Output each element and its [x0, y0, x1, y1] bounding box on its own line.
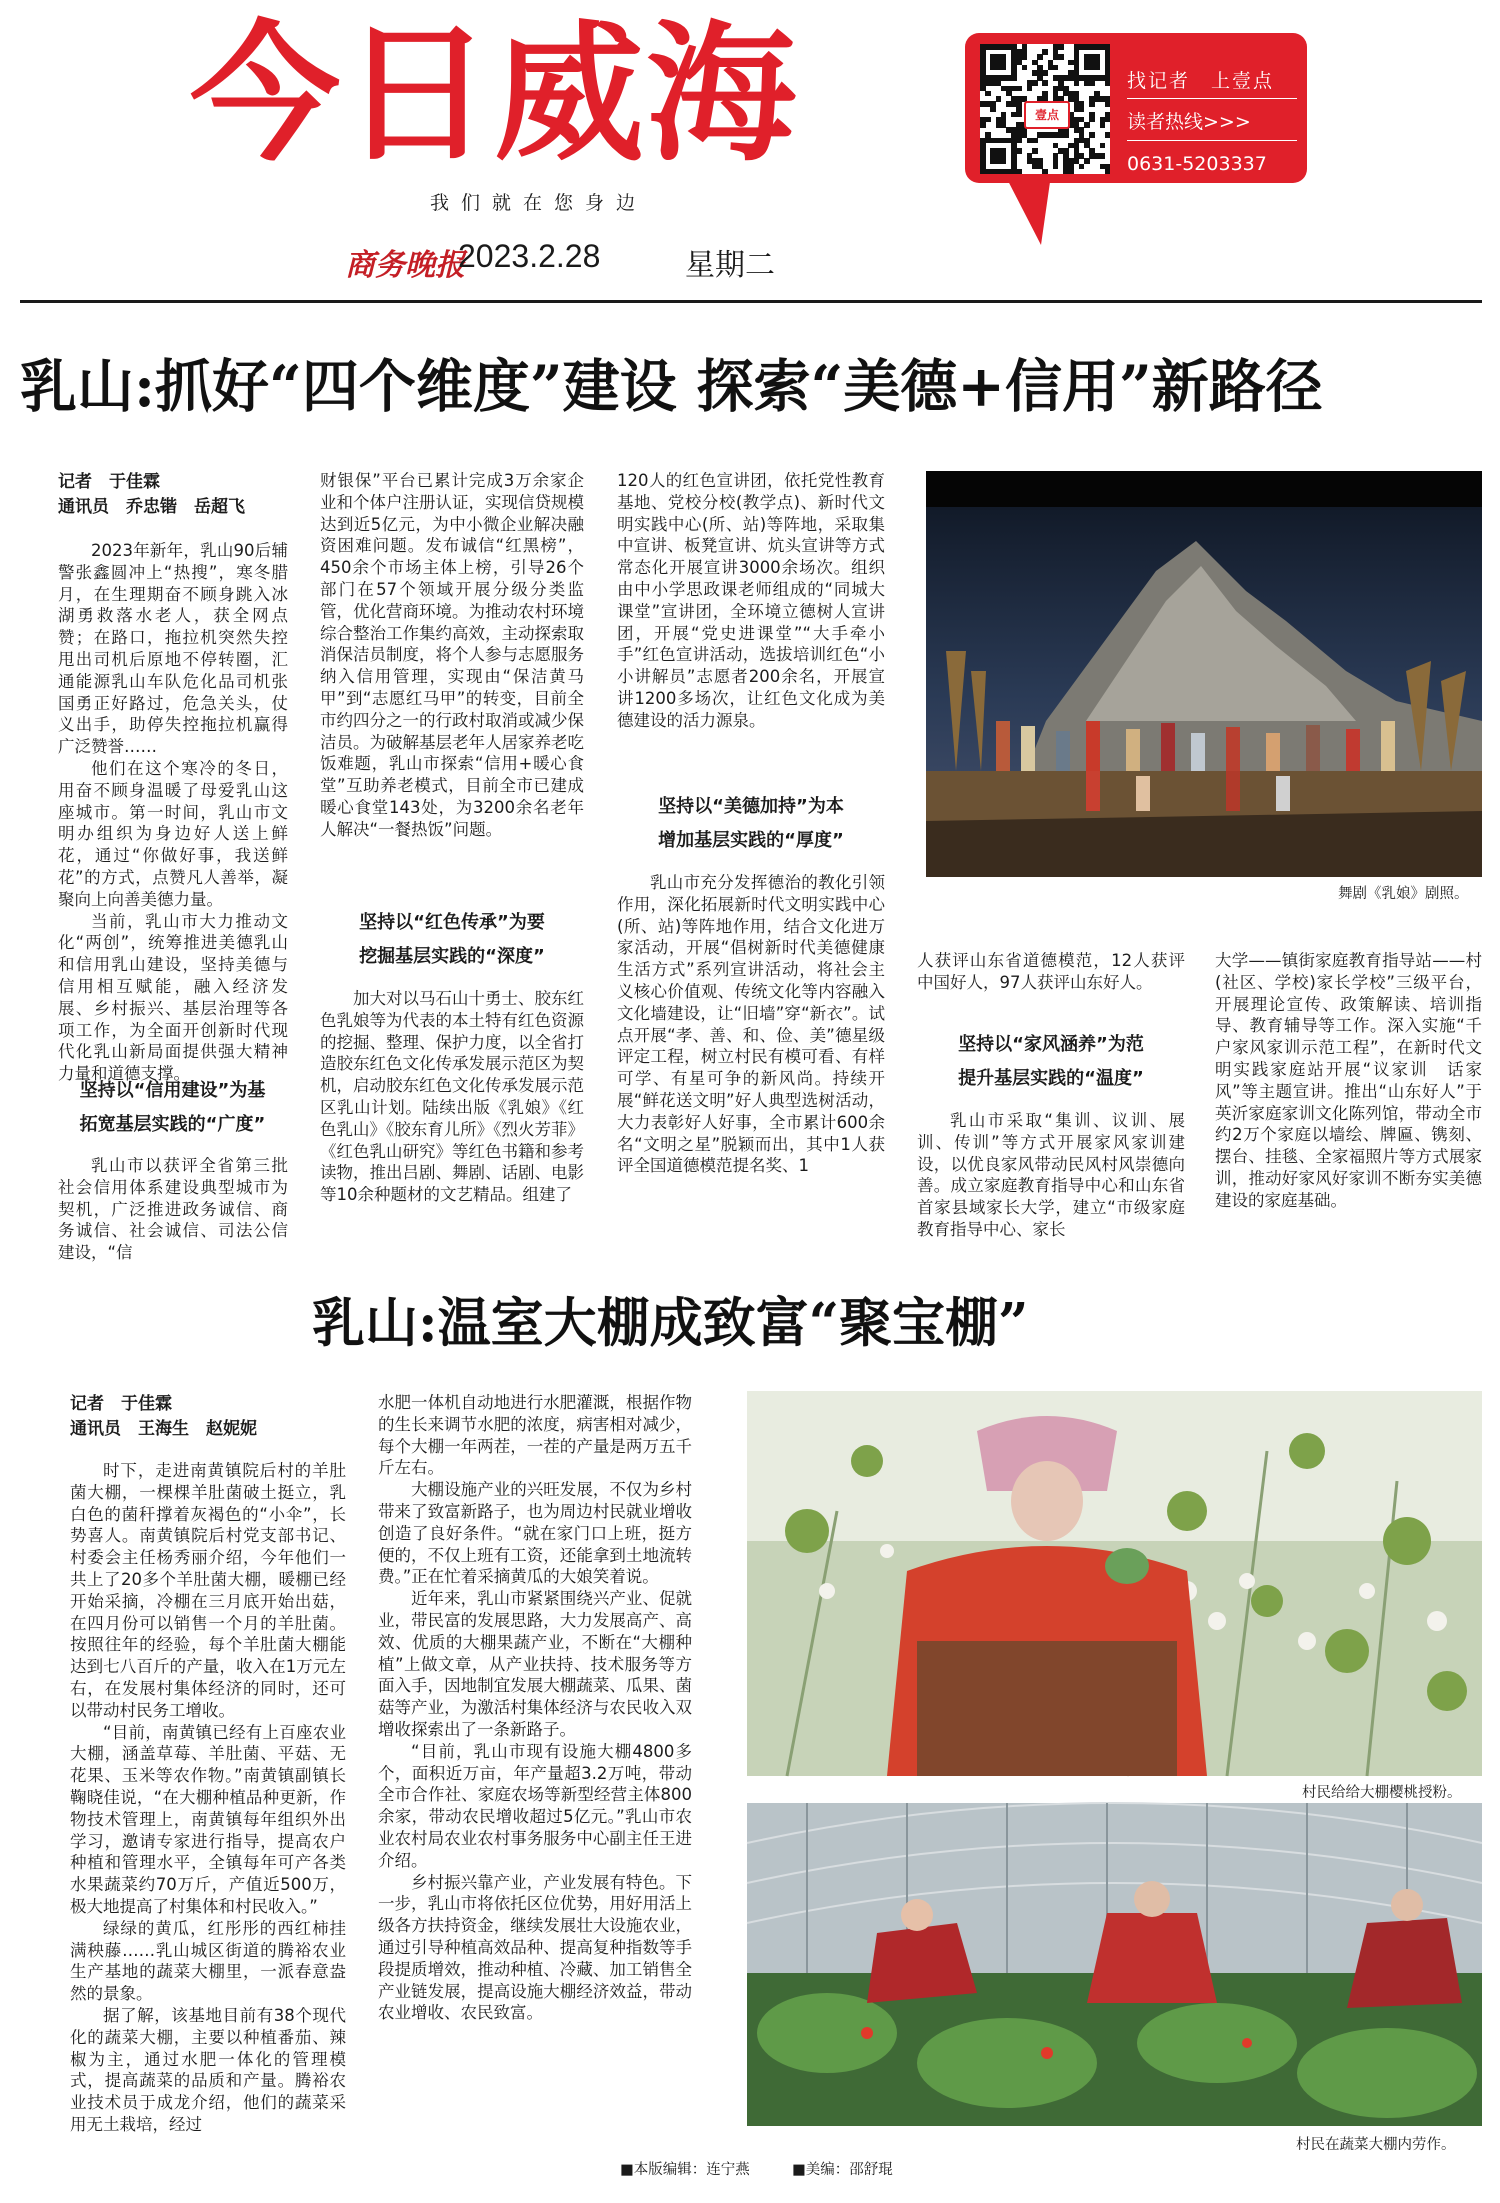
- qr-module: [1058, 44, 1064, 50]
- paragraph: 2023年新年，乳山90后辅警张鑫圆冲上“热搜”，寒冬腊月，在生理期奋不顾身跳入冰湖勇救落水老人，获全网点赞；在路口，拖拉机突然失控甩出司机后原地不停转圈，汇通能源乳山车队危化品司机张国勇正好路过，危急关头，仗义出手，助停失控拖拉机赢得广泛赞誉……: [58, 541, 288, 757]
- masthead-rule: [20, 300, 1482, 303]
- qr-module: [1105, 169, 1111, 175]
- qr-module: [985, 91, 991, 97]
- paragraph: 乡村振兴靠产业，产业发展有特色。下一步，乳山市将依托区位优势，用好用活上级各方扶持资金，继续发展壮大设施农业，通过引导种植高效品种、提高复种指数等手段提质增效，推动种植、冷藏、加工销售全产业链发展，提高设施大棚经济效益，带动农业增收、农民致富。: [378, 1872, 692, 2023]
- qr-module: [1042, 49, 1048, 55]
- paragraph: 人获评山东省道德模范，12人获评中国好人，97人获评山东好人。: [917, 951, 1185, 992]
- article1-column-4-tail: [917, 1110, 1185, 1246]
- qr-module: [1089, 117, 1095, 123]
- article2-headline: 乳山:温室大棚成致富“聚宝棚”: [312, 1292, 1029, 1354]
- qr-module: [985, 117, 991, 123]
- publication-weekday: 星期二: [685, 248, 775, 283]
- photo-cherry-pollination-caption: 村民给给大棚樱桃授粉。: [1302, 1785, 1462, 1801]
- qr-module: [1079, 106, 1085, 112]
- photo-vegetable-greenhouse: [747, 1803, 1482, 2126]
- contact-box-tail: [1005, 175, 1051, 245]
- article2-byline-reporter: 记者 于佳霖: [70, 1394, 172, 1414]
- article1-byline-correspondents: 通讯员 乔忠锴 岳超飞: [58, 497, 245, 517]
- qr-module: [996, 96, 1002, 102]
- qr-module: [1105, 80, 1111, 86]
- qr-module: [1074, 80, 1080, 86]
- qr-module: [1068, 169, 1074, 175]
- qr-module: [1022, 65, 1028, 71]
- qr-module: [1032, 80, 1038, 86]
- photo-vegetable-greenhouse-caption: 村民在蔬菜大棚内劳作。: [1296, 2137, 1456, 2153]
- article1-byline-reporter: 记者 于佳霖: [58, 472, 160, 492]
- photo-dance-drama-caption: 舞剧《乳娘》剧照。: [1338, 886, 1469, 902]
- article1-column-5: [1215, 950, 1482, 1246]
- contact-line-1: 找记者 上壹点: [1127, 70, 1275, 92]
- masthead-slogan: 我们就在您身边: [430, 192, 648, 214]
- paragraph: 乳山市采取“集训、议训、展训、传训”等方式开展家风家训建设，以优良家风带动民风村风崇德向善。成立家庭教育指导中心和山东省首家县域家长大学，建立“市级家庭教育指导中心、家长: [917, 1111, 1185, 1239]
- qr-module: [1105, 117, 1111, 123]
- qr-module: [1016, 138, 1022, 144]
- qr-module: [1016, 86, 1022, 92]
- qr-module: [1100, 143, 1106, 149]
- qr-module: [1016, 169, 1022, 175]
- photo-dance-drama: [926, 471, 1482, 877]
- qr-module: [1032, 138, 1038, 144]
- article1-column-2-tail: [320, 988, 584, 1246]
- qr-badge: 壹点: [1024, 101, 1070, 129]
- paragraph: 大棚设施产业的兴旺发展，不仅为乡村带来了致富新路子，也为周边村民就业增收创造了良好条件。“就在家门口上班，挺方便的，不仅上班有工资，还能拿到土地流转费。”正在忙着采摘黄瓜的大娘笑着说。: [378, 1480, 692, 1587]
- qr-module: [1042, 169, 1048, 175]
- article1-column-1-tail: [58, 1155, 288, 1263]
- paragraph: 加大对以马石山十勇士、胶东红色乳娘等为代表的本土特有红色资源的挖掘、整理、保护力度，以全省打造胶东红色文化传承发展示范区为契机，启动胶东红色文化传承发展示范区乳山计划。陆续出版《乳娘》《红色乳山》《胶东育儿所》《烈火芳菲》《红色乳山研究》等红色书籍和参考读物，推出吕剧、舞剧、话剧、电影等10余种题材的文艺精品。组建了: [320, 989, 584, 1205]
- qr-module: [1084, 122, 1090, 128]
- article2-column-1: [70, 1460, 346, 2140]
- contact-divider-2: [1127, 140, 1297, 141]
- article1-subhead-1a: 坚持以“信用建设”为基: [79, 1080, 266, 1101]
- article1-column-4: [917, 950, 1185, 1030]
- qr-module: [1079, 164, 1085, 170]
- paragraph: 水肥一体机自动地进行水肥灌溉，根据作物的生长来调节水肥的浓度，病害相对减少，每个大棚一年两茬，一茬的产量是两万五千斤左右。: [378, 1393, 692, 1478]
- paragraph: 时下，走进南黄镇院后村的羊肚菌大棚，一棵棵羊肚菌破土挺立，乳白色的菌秆撑着灰褐色的“小伞”，长势喜人。南黄镇院后村党支部书记、村委会主任杨秀丽介绍，今年他们一共上了20多个羊肚菌大棚，暖棚已经开始采摘，冷棚在三月底开始出菇，在四月份可以销售一个月的羊肚菌。按照往年的经验，每个羊肚菌大棚能达到七八百斤的产量，收入在1万元左右，在发展村集体经济的同时，还可以带动村民务工增收。: [70, 1461, 346, 1720]
- qr-module: [990, 106, 996, 112]
- qr-module: [1058, 54, 1064, 60]
- qr-module: [1011, 75, 1017, 81]
- paragraph: “目前，南黄镇已经有上百座农业大棚，涵盖草莓、羊肚菌、平菇、无花果、玉米等农作物。”南黄镇副镇长鞠晓佳说，“在大棚种植品种更新，作物技术管理上，南黄镇每年组织外出学习，邀请专家进行指导，提高农户种植和管理水平，全镇每年可产各类水果蔬菜约70万斤，产值近500万，极大地提高了村集体和村民收入。”: [70, 1722, 346, 1916]
- qr-module: [1042, 80, 1048, 86]
- contact-line-2: 读者热线>>>: [1127, 111, 1251, 133]
- article1-subhead-2b: 挖掘基层实践的“深度”: [359, 946, 545, 967]
- paragraph: “目前，乳山市现有设施大棚4800多个，面积近万亩，年产量超3.2万吨，带动全市合作社、家庭农场等新型经营主体800余家，带动农民增收超过5亿元。”乳山市农业农村局农业农村事务服务中心副主任王进介绍。: [378, 1741, 692, 1870]
- paragraph: 绿绿的黄瓜，红彤彤的西红柿挂满秧藤……乳山城区街道的腾裕农业生产基地的蔬菜大棚里，一派春意盎然的景象。: [70, 1918, 346, 2004]
- article1-column-3: [617, 470, 885, 780]
- paragraph: 他们在这个寒冷的冬日，用奋不顾身温暖了母爱乳山这座城市。第一时间，乳山市文明办组织为身边好人送上鲜花，通过“你做好事，我送鲜花”的方式，点赞凡人善举，凝聚向上向善美德力量。: [58, 758, 288, 909]
- qr-module: [1105, 101, 1111, 107]
- qr-module: [1042, 70, 1048, 76]
- article2-byline-correspondents: 通讯员 王海生 赵妮妮: [70, 1419, 257, 1439]
- footer-designer: ■美编：邵舒琨: [792, 2162, 893, 2178]
- qr-module: [1027, 86, 1033, 92]
- photo-vegetable-greenhouse-image: [747, 1803, 1482, 2126]
- paragraph: 近年来，乳山市紧紧围绕兴产业、促就业，带民富的发展思路，大力发展高产、高效、优质的大棚果蔬产业，不断在“大棚种植”上做文章，从产业扶持、技术服务等方面入手，因地制宜发展大棚蔬菜、瓜果、菌菇等产业，为激活村集体经济与农民收入双增收探索出了一条新路子。: [378, 1589, 692, 1739]
- photo-dance-drama-image: [926, 471, 1482, 877]
- qr-module: [1053, 65, 1059, 71]
- qr-module: [1105, 132, 1111, 138]
- paragraph: 财银保”平台已累计完成3万余家企业和个体户注册认证，实现信贷规模达到近5亿元，为中小微企业解决融资困难问题。发布诚信“红黑榜”，450余个市场主体上榜，引导26个部门在57个领域开展分级分类监管，优化营商环境。为推动农村环境综合整治工作集约高效，主动探索取消保洁员制度，将个人参与志愿服务纳入信用管理，实现由“保洁黄马甲”到“志愿红马甲”的转变，目前全市约四分之一的行政村取消或减少保洁员。为破解基层老年人居家养老吃饭难题，乳山市探索“信用+暖心食堂”互助养老模式，目前全市已建成暖心食堂143处，为3200余名老年人解决“一餐热饭”问题。: [320, 471, 584, 839]
- qr-module: [1016, 112, 1022, 118]
- qr-module: [980, 122, 986, 128]
- paper-name-logo: 商务晚报: [345, 248, 465, 283]
- article1-subhead-2a: 坚持以“红色传承”为要: [359, 912, 545, 933]
- article1-column-3-tail: [617, 872, 885, 1246]
- qr-module: [1053, 164, 1059, 170]
- article1-column-2: [320, 470, 584, 912]
- qr-module: [1037, 54, 1043, 60]
- qr-module: [1001, 65, 1007, 71]
- qr-module: [1089, 80, 1095, 86]
- qr-module: [1063, 132, 1069, 138]
- qr-module: [1094, 65, 1100, 71]
- footer-editor: ■本版编辑：连宁燕: [620, 2162, 750, 2178]
- qr-module: [1032, 148, 1038, 154]
- paragraph: 乳山市以获评全省第三批社会信用体系建设典型城市为契机，广泛推进政务诚信、商务诚信、社会诚信、司法公信建设，“信: [58, 1156, 288, 1263]
- article1-subhead-4a: 坚持以“家风涵养”为范: [958, 1034, 1144, 1055]
- paragraph: 乳山市充分发挥德治的教化引领作用，深化拓展新时代文明实践中心(所、站)等阵地作用，结合文化进万家活动，开展“倡树新时代美德健康生活方式”系列宣讲活动，将社会主义核心价值观、传统文化等内容融入文化墙建设，让“旧墙”穿“新衣”。试点开展“孝、善、和、俭、美”德星级评定工程，树立村民有模可看、有样可学、有星可争的新风尚。持续开展“鲜花送文明”好人典型选树活动，大力表彰好人好事，全市累计600余名“文明之星”脱颖而出，其中1人获评全国道德模范提名奖、1: [617, 873, 885, 1176]
- paragraph: 120人的红色宣讲团，依托党性教育基地、党校分校(教学点)、新时代文明实践中心(所、站)等阵地，采取集中宣讲、板凳宣讲、炕头宣讲等方式常态化开展宣讲3000余场次。组织由中小学思政课老师组成的“同城大课堂”宣讲团，全环境立德树人宣讲团，开展“党史进课堂”“大手牵小手”红色宣讲活动，选拔培训红色“小小讲解员”志愿者200余名，开展宣讲1200多场次，让红色文化成为美德建设的活力源泉。: [617, 471, 885, 730]
- article1-subhead-1b: 拓宽基层实践的“广度”: [79, 1114, 266, 1135]
- paragraph: 大学——镇街家庭教育指导站——村(社区、学校)家长学校”三级平台，开展理论宣传、政策解读、培训指导、教育辅导等工作。深入实施“千户家风家训示范工程”，在新时代文明实践家庭站开展“议家训 话家风”等主题宣讲。推出“山东好人”于英沂家庭家训文化陈列馆，带动全市约2万个家庭以墙绘、牌匾、镌刻、摆台、挂毯、全家福照片等方式展家训，推动好家风好家训不断夯实美德建设的家庭基础。: [1215, 951, 1482, 1210]
- contact-divider: [1127, 98, 1297, 99]
- article2-column-2: [378, 1392, 692, 2140]
- publication-date: 2023.2.28: [458, 238, 601, 274]
- reader-hotline: 0631-5203337: [1127, 153, 1267, 175]
- qr-module: [1100, 122, 1106, 128]
- article1-subhead-3a: 坚持以“美德加持”为本: [658, 796, 844, 817]
- masthead-title: 今日威海: [190, 8, 799, 182]
- qr-module: [1089, 132, 1095, 138]
- qr-module: [1022, 54, 1028, 60]
- qr-module: [1016, 148, 1022, 154]
- paragraph: 当前，乳山市大力推动文化“两创”，统筹推进美德乳山和信用乳山建设，坚持美德与信用相互赋能，融入经济发展、乡村振兴、基层治理等各项工作，为全面开创新时代现代化乳山新局面提供强大精神力量和道德支撑。: [58, 911, 288, 1084]
- article1-subhead-3b: 增加基层实践的“厚度”: [658, 830, 844, 851]
- qr-module: [1001, 158, 1007, 164]
- article1-subhead-4b: 提升基层实践的“温度”: [958, 1068, 1144, 1089]
- qr-module: [1084, 158, 1090, 164]
- qr-module: [1100, 153, 1106, 159]
- photo-cherry-pollination-image: [747, 1391, 1482, 1776]
- paragraph: 据了解，该基地目前有38个现代化的蔬菜大棚，主要以种植番茄、辣椒为主，通过水肥一体化的管理模式，提高蔬菜的品质和产量。腾裕农业技术员于成龙介绍，他们的蔬菜采用无土栽培，经过: [70, 2005, 346, 2134]
- photo-cherry-pollination: [747, 1391, 1482, 1776]
- qr-module: [1089, 101, 1095, 107]
- article1-headline: 乳山:抓好“四个维度”建设 探索“美德+信用”新路径: [20, 353, 1323, 420]
- article1-column-1: [58, 540, 288, 1084]
